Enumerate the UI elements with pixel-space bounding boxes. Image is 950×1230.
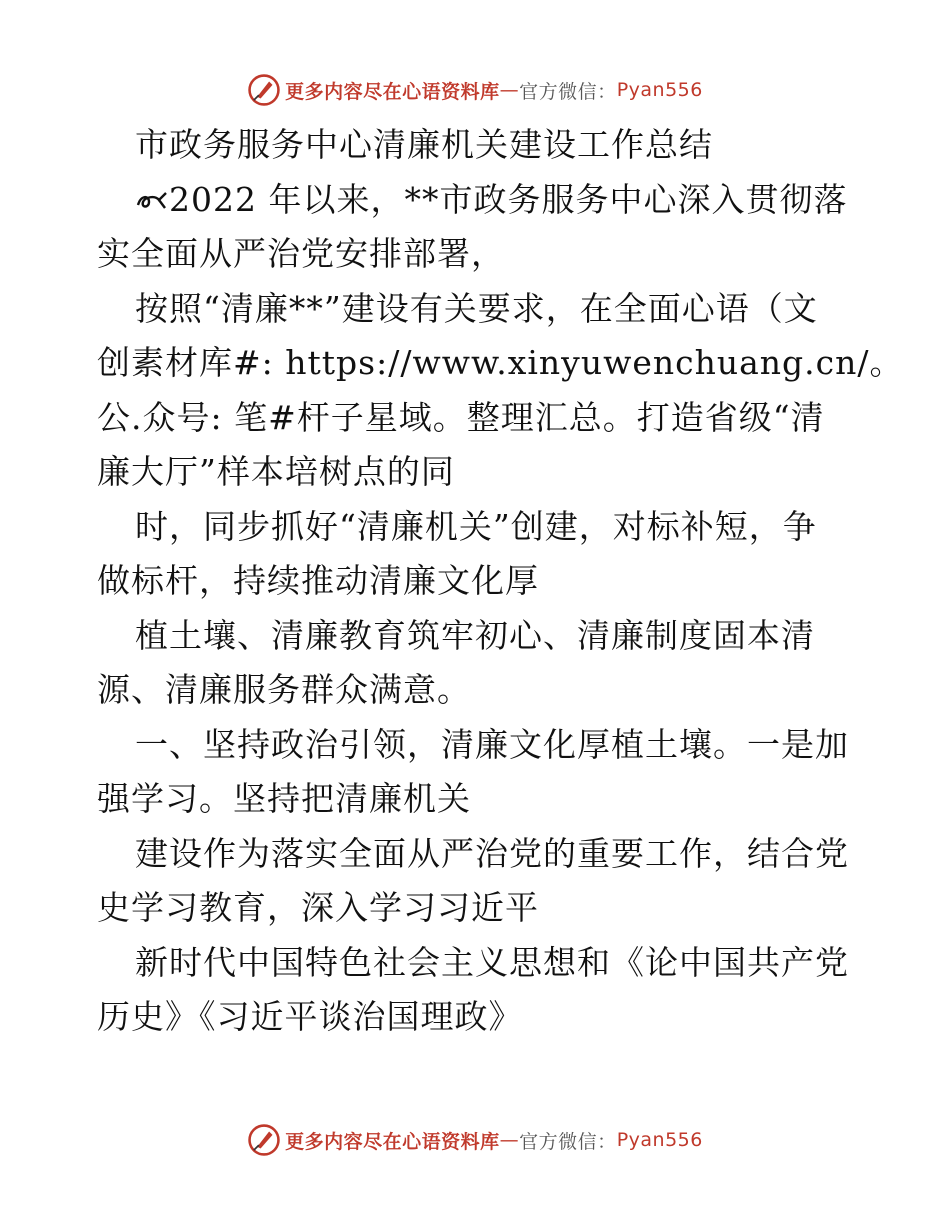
paragraph-line: 时，同步抓好“清廉机关”创建，对标补短，争 (135, 506, 817, 546)
paragraph-line: 新时代中国特色社会主义思想和《论中国共产党 (135, 942, 849, 982)
section-heading-line: 一、坚持政治引领，清廉文化厚植土壤。一是加 (135, 724, 849, 764)
paragraph-line: 源、清廉服务群众满意。 (97, 670, 471, 709)
paragraph-line: 建设作为落实全面从严治党的重要工作，结合党 (135, 833, 849, 873)
banner-brand-text: 更多内容尽在心语资料库 (285, 80, 500, 103)
banner-wechat-label: 官方微信： (519, 80, 617, 103)
paragraph-line-text: 2022 年以来，**市政务服务中心深入贯彻落 (169, 179, 848, 219)
banner-wechat-label: 官方微信： (519, 1130, 617, 1153)
banner-brand-text: 更多内容尽在心语资料库 (285, 1130, 500, 1153)
paragraph-line (97, 173, 857, 228)
paragraph-line: 史学习教育，深入学习习近平 (97, 888, 539, 927)
document-title: 市政务服务中心清廉机关建设工作总结 (135, 125, 713, 164)
paragraph-line: 按照“清廉**”建设有关要求，在全面心语（文 (135, 288, 818, 328)
paragraph-line: 历史》《习近平谈治国理政》 (97, 997, 523, 1036)
paragraph-line: 廉大厅”样本培树点的同 (97, 452, 455, 491)
flourish-glyph-icon (135, 189, 169, 213)
quill-logo-icon (247, 73, 281, 107)
footer-watermark-banner (0, 1120, 950, 1160)
header-watermark-banner (0, 70, 950, 110)
banner-wechat-id: Pyan556 (616, 1129, 703, 1151)
document-body (97, 118, 904, 1045)
paragraph-line: 实全面从严治党安排部署， (97, 234, 505, 273)
paragraph-line: 创素材库#: https://www.xinyuwenchuang.cn/。 (97, 343, 904, 382)
banner-separator: — (499, 1129, 520, 1151)
quill-logo-icon (247, 1123, 281, 1157)
paragraph-line: 植土壤、清廉教育筑牢初心、清廉制度固本清 (135, 615, 815, 655)
paragraph-line: 公.众号: 笔#杆子星域。整理汇总。打造省级“清 (97, 397, 825, 437)
paragraph-line: 强学习。坚持把清廉机关 (97, 779, 471, 818)
banner-separator: — (499, 79, 520, 101)
paragraph-line: 做标杆，持续推动清廉文化厚 (97, 561, 539, 600)
banner-wechat-id: Pyan556 (616, 79, 703, 101)
